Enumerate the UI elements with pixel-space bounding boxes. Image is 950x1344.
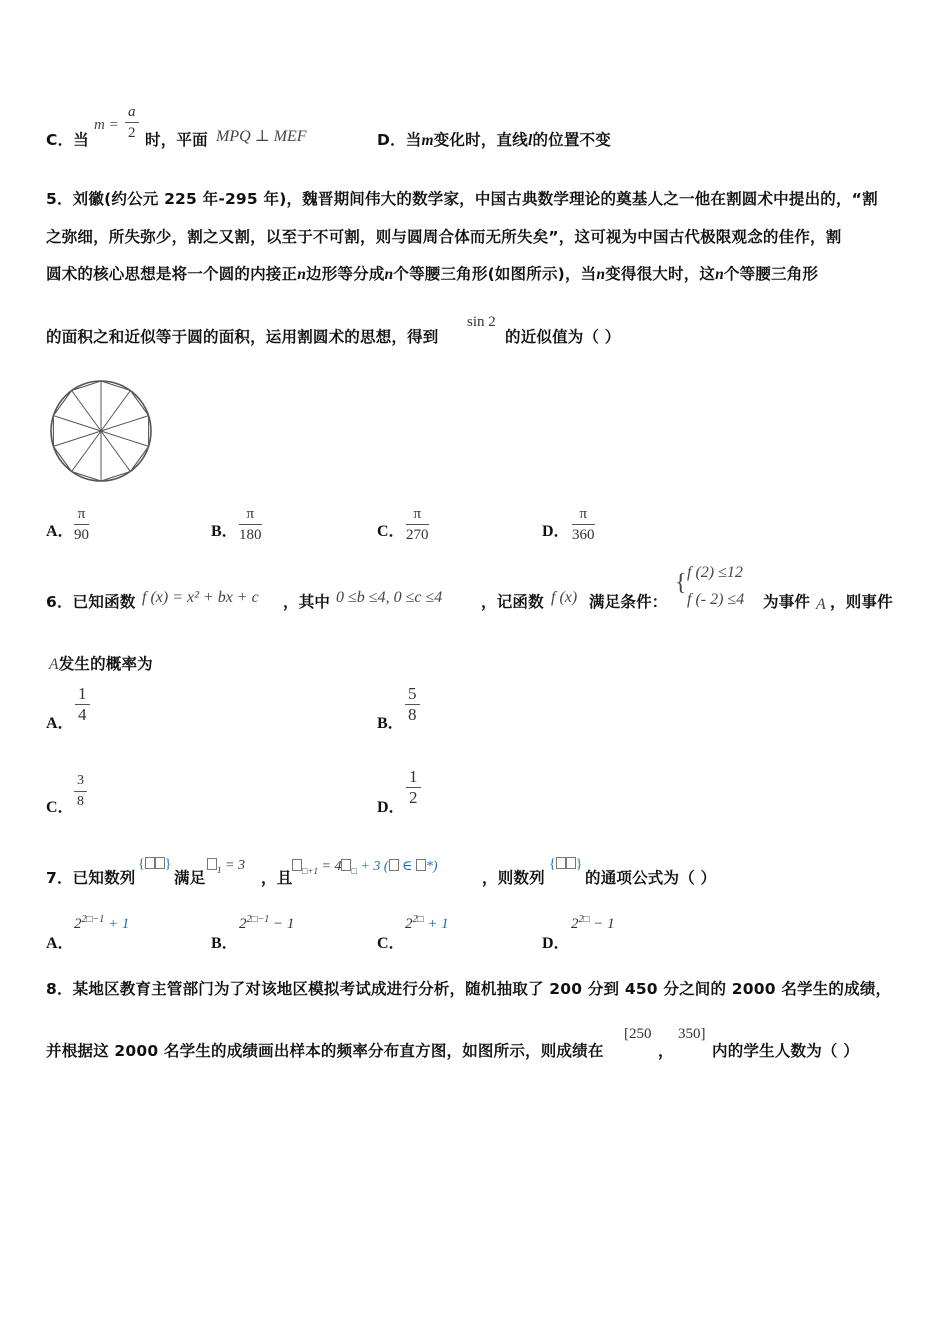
q5-n: n — [384, 266, 394, 283]
frac-num: 5 — [408, 684, 417, 703]
expr-base: 2 — [74, 916, 82, 932]
q4-c-fraction — [125, 104, 139, 141]
q5-line3-d: 变得很大时，这 — [605, 265, 716, 283]
frac-den: 360 — [572, 527, 595, 543]
q4-c-prefix: C．当 — [46, 131, 89, 149]
q7-recurrence: $_{□+1}$ = 4 $_□$ + 3 ( ∈ *) — [292, 858, 438, 876]
expr-tail: + 1 — [427, 916, 449, 932]
q6-cond2: f (- 2) ≤4 — [687, 591, 745, 608]
q4-d-suffix: 的位置不变 — [532, 131, 611, 149]
q6-text-a: 6．已知函数 — [46, 593, 136, 611]
q7-recur-b: + 3 ( — [360, 859, 389, 874]
q6-option-a-fraction — [75, 686, 90, 723]
q5-n: n — [297, 266, 307, 283]
q5-line4-a: 的面积之和近似等于圆的面积，运用割圆术的思想，得到 — [46, 328, 439, 346]
frac-num: 1 — [409, 767, 418, 786]
q5-option-b-label: B． — [211, 523, 238, 540]
q4-c-frac-den: 2 — [128, 125, 136, 141]
q7-option-c-expr — [405, 914, 449, 933]
q7-option-a-expr — [74, 914, 129, 933]
q5-line3-b: 边形等分成 — [306, 265, 385, 283]
q8-line1: 8．某地区教育主管部门为了对该地区模拟考试成进行分析，随机抽取了 200 分到 450 分之间的 2000 名学生的成绩， — [46, 980, 892, 998]
q4-d-l: l — [527, 132, 533, 149]
frac-num: π — [246, 506, 255, 522]
q4-d-m: m — [421, 132, 434, 149]
q6-brace: { — [675, 570, 687, 596]
expr-base: 2 — [571, 916, 579, 932]
q8-interval-close: 350] — [678, 1026, 706, 1042]
q5-sin-expr: sin 2 — [467, 314, 496, 330]
q8-interval-open: [250 — [624, 1026, 652, 1042]
q4-option-d — [377, 128, 611, 150]
q5-line4-b: 的近似值为（ ） — [505, 328, 621, 346]
q5-line3 — [46, 262, 818, 284]
q5-line2: 之弥细，所失弥少，割之又割，以至于不可割，则与圆周合体而无所失矣”，这可视为中国古代极限观念的佳作，割 — [46, 228, 842, 246]
q4-c-math: MPQ ⊥ MEF — [216, 128, 307, 145]
q5-line3-c: 个等腰三角形(如图所示)，当 — [393, 265, 597, 283]
q8-comma: ， — [658, 1042, 674, 1060]
frac-num: 3 — [77, 773, 84, 788]
q7-text-e: 的通项公式为（ ） — [585, 869, 717, 887]
expr-exp: 2□ — [578, 914, 590, 925]
q5-line1: 5．刘徽(约公元 225 年-295 年)，魏晋期间伟大的数学家，中国古典数学理论的奠基人之一他在割圆术中提出的，“割 — [46, 190, 878, 208]
q4-d-text: 变化时，直线 — [433, 131, 528, 149]
frac-den: 8 — [408, 705, 417, 724]
frac-num: π — [413, 506, 422, 522]
q6-option-d-label: D． — [377, 799, 405, 816]
q6-option-c-fraction — [74, 773, 87, 810]
frac-den: 180 — [239, 527, 262, 543]
q4-c-frac-num: a — [128, 104, 136, 120]
q6-line2 — [49, 652, 153, 674]
frac-num: 1 — [78, 684, 87, 703]
q6-text-f: ，则事件 — [830, 593, 893, 611]
q7-text-c: ，且 — [261, 869, 293, 887]
q5-option-c-fraction — [406, 506, 429, 543]
q5-line3-e: 个等腰三角形 — [723, 265, 819, 283]
expr-tail: − 1 — [593, 916, 615, 932]
q7-text-b: 满足 — [174, 869, 206, 887]
expr-base: 2 — [405, 916, 413, 932]
q6-function: f (x) = x² + bx + c — [142, 589, 259, 606]
q7-option-d-expr — [571, 914, 615, 933]
expr-exp: 2□−1 — [246, 914, 270, 925]
q7-seq-2 — [549, 857, 582, 873]
frac-den: 8 — [77, 794, 84, 809]
q7-text-d: ，则数列 — [482, 869, 545, 887]
q6-fx: f (x) — [551, 589, 578, 606]
expr-tail: + 1 — [108, 916, 130, 932]
frac-num: π — [77, 506, 86, 522]
frac-num: π — [579, 506, 588, 522]
frac-den: 2 — [409, 788, 418, 807]
q5-option-d-fraction — [572, 506, 595, 543]
q4-option-c — [46, 128, 89, 150]
seq-open: { — [138, 857, 145, 872]
q5-line3-a: 圆术的核心思想是将一个圆的内接正 — [46, 265, 298, 283]
seq-close: } — [575, 857, 583, 872]
q6-option-c-label: C． — [46, 799, 74, 816]
q5-n: n — [715, 266, 724, 283]
q6-event: A — [816, 596, 826, 613]
expr-base: 2 — [239, 916, 247, 932]
q6-line2-var: A — [49, 656, 59, 673]
q6-text-c: ，记函数 — [481, 593, 544, 611]
q6-line2-text: 发生的概率为 — [58, 655, 153, 673]
frac-den: 4 — [78, 705, 87, 724]
q7-option-b-label: B． — [211, 935, 238, 952]
q5-n: n — [596, 266, 606, 283]
seq-close: } — [164, 857, 172, 872]
frac-den: 270 — [406, 527, 429, 543]
q5-option-c-label: C． — [377, 523, 405, 540]
q6-option-b-label: B． — [377, 715, 404, 732]
q7-option-a-label: A． — [46, 935, 74, 952]
expr-tail: − 1 — [273, 916, 295, 932]
q5-option-b-fraction — [239, 506, 262, 543]
q7-recur-d: *) — [425, 859, 438, 874]
q6-option-a-label: A． — [46, 715, 74, 732]
q7-option-d-label: D． — [542, 935, 570, 952]
q7-option-b-expr — [239, 914, 294, 933]
q7-a1-value: = 3 — [225, 858, 245, 873]
q4-c-m: m = — [94, 117, 119, 133]
q5-option-a-label: A． — [46, 523, 74, 540]
q6-range: 0 ≤b ≤4, 0 ≤c ≤4 — [336, 589, 443, 606]
q8-line2-a: 并根据这 2000 名学生的成绩画出样本的频率分布直方图，如图所示，则成绩在 — [46, 1042, 604, 1060]
q7-seq-1 — [138, 857, 171, 873]
q6-option-b-fraction — [405, 686, 420, 723]
q7-recur-c: ∈ — [402, 859, 413, 874]
q7-text-a: 7．已知数列 — [46, 869, 136, 887]
expr-exp: 2□ — [412, 914, 424, 925]
q6-text-b: ，其中 — [283, 593, 331, 611]
q4-c-mid: 时，平面 — [145, 131, 208, 149]
q5-option-d-label: D． — [542, 523, 570, 540]
q8-line2-b: 内的学生人数为（ ） — [712, 1042, 859, 1060]
q6-option-d-fraction — [406, 769, 421, 806]
q4-d-prefix: D．当 — [377, 131, 422, 149]
q7-option-c-label: C． — [377, 935, 405, 952]
q5-option-a-fraction — [74, 506, 89, 543]
q7-a1: $_1$ = 3 — [207, 858, 245, 875]
seq-open: { — [549, 857, 556, 872]
q5-circle-figure — [46, 376, 156, 486]
expr-exp: 2□−1 — [81, 914, 105, 925]
q6-cond1: f (2) ≤12 — [687, 564, 743, 581]
q7-recur: = 4 — [321, 859, 342, 874]
q6-text-e: 为事件 — [763, 593, 811, 611]
frac-den: 90 — [74, 527, 89, 543]
q6-text-d: 满足条件： — [589, 593, 668, 611]
